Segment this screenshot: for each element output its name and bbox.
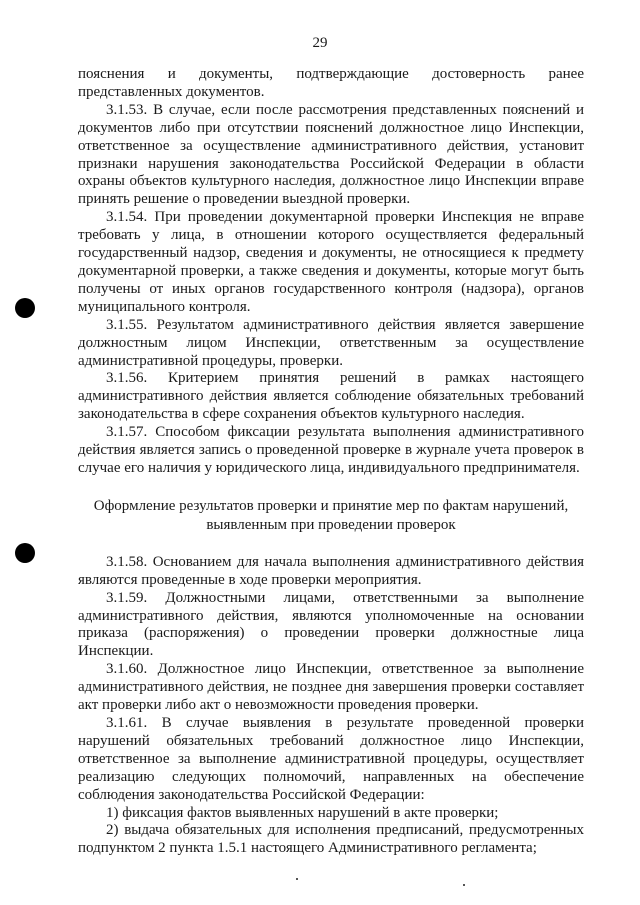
section-heading-line: выявленным при проведении проверок	[206, 516, 456, 533]
list-item: 1) фиксация фактов выявленных нарушений в акте проверки;	[106, 804, 499, 821]
paragraph: 3.1.53. В случае, если после рассмотрения представленных пояснений и документов либо при отсутствии пояснений должностное лицо Инспекции, ответственное за осуществление административного действия, установит признаки нарушения законодательства Российской Федерации в области охраны объектов культурного наследия, должностное лицо Инспекции вправе принять решение о проведении выездной проверки.	[78, 101, 584, 208]
document-body	[78, 66, 584, 858]
page-number: 29	[312, 35, 328, 51]
binder-hole-mark	[15, 543, 35, 563]
paragraph: 3.1.56. Критерием принятия решений в рамках настоящего административного действия является соблюдение обязательных требований законодательства в сфере сохранения объектов культурного наследия.	[78, 370, 584, 423]
paragraph: 3.1.54. При проведении документарной проверки Инспекция не вправе требовать у лица, в отношении которого осуществляется федеральный государственный надзор, сведения и документы, не относящиеся к предмету документарной проверки, а также сведения и документы, которые могут быть получены от иных органов государственного контроля (надзора), органов муниципального контроля.	[78, 209, 584, 315]
section-heading	[78, 497, 584, 535]
paragraph: 3.1.61. В случае выявления в результате проведенной проверки нарушений обязательных требований должностное лицо Инспекции, ответственное за выполнение административной процедуры, осуществляет реализацию следующих полномочий, направленных на обеспечение соблюдения законодательства Российской Федерации:	[78, 715, 584, 803]
list-item: 2) выдача обязательных для исполнения предписаний, предусмотренных подпунктом 2 пункта 1.5.1 настоящего Административного регламента;	[78, 822, 584, 857]
scan-speck	[463, 884, 465, 886]
paragraph: 3.1.58. Основанием для начала выполнения административного действия являются проведенные в ходе проверки мероприятия.	[78, 553, 584, 588]
section-heading-line: Оформление результатов проверки и принятие мер по фактам нарушений,	[93, 497, 569, 514]
scan-speck	[296, 878, 298, 880]
binder-hole-mark	[15, 298, 35, 318]
paragraph: 3.1.59. Должностными лицами, ответственными за выполнение административного действия, являются уполномоченные на основании приказа (распоряжения) о проведении проверки должностные лица Инспекции.	[78, 589, 584, 660]
paragraph: пояснения и документы, подтверждающие достоверность ранее представленных документов.	[78, 66, 584, 100]
paragraph: 3.1.55. Результатом административного действия является завершение должностным лицом Инспекции, ответственным за осуществление административной процедуры, проверки.	[78, 316, 584, 369]
paragraph: 3.1.57. Способом фиксации результата выполнения административного действия является запись о проведенной проверке в журнале учета проверок в случае его наличия у юридического лица, индивидуального предпринимателя.	[78, 424, 584, 476]
paragraph: 3.1.60. Должностное лицо Инспекции, ответственное за выполнение административного действия, не позднее дня завершения проверки составляет акт проверки либо акт о невозможности проведения проверки.	[78, 661, 584, 714]
